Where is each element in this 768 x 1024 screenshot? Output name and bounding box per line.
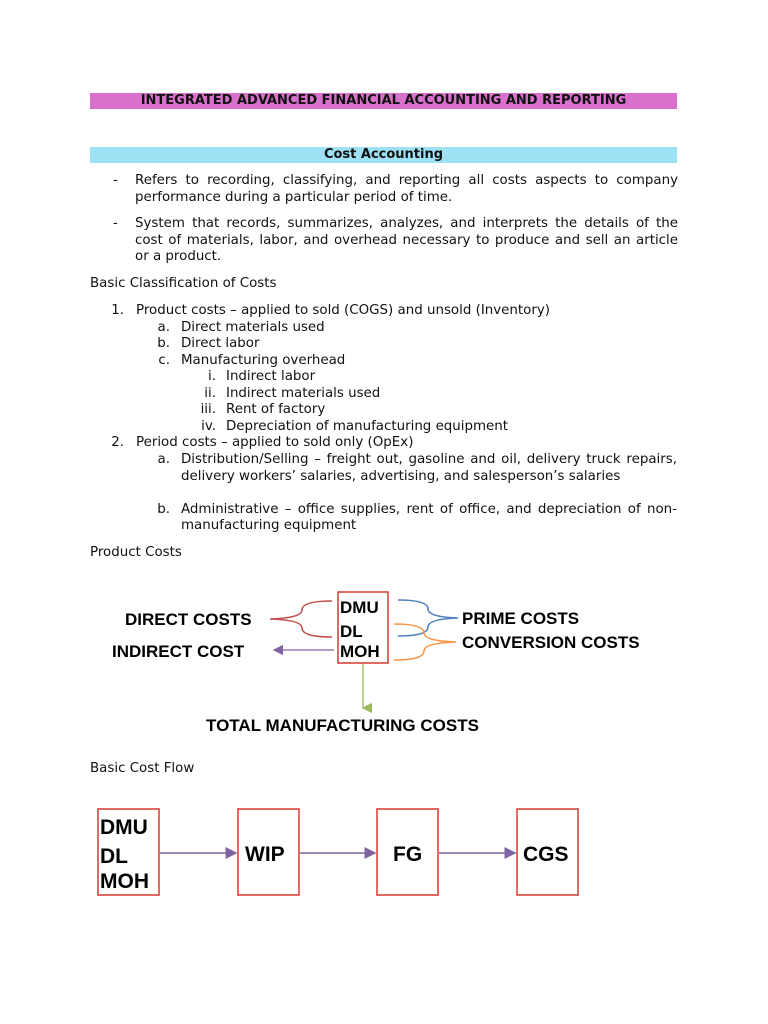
section-heading-cost-accounting: Cost Accounting (90, 147, 677, 163)
prime-costs-label: PRIME COSTS (462, 609, 580, 628)
bullet-system (113, 216, 678, 266)
cost-flow-heading: Basic Cost Flow (90, 761, 195, 776)
conversion-costs-label: CONVERSION COSTS (462, 633, 640, 652)
list-item: Direct materials used (181, 319, 325, 335)
list-item: Direct labor (181, 336, 260, 351)
flow-label-wip: WIP (245, 843, 285, 866)
list-marker: iv. (201, 418, 216, 434)
list-marker: c. (158, 352, 170, 368)
box-label-moh: MOH (340, 642, 380, 661)
flow-label-fg: FG (393, 843, 423, 866)
indirect-cost-label: INDIRECT COST (112, 642, 245, 661)
cost-flow-diagram (0, 800, 768, 905)
list-marker: iii. (200, 402, 216, 417)
document-title: INTEGRATED ADVANCED FINANCIAL ACCOUNTING AND REPORTING (90, 93, 677, 109)
list-item: Depreciation of manufacturing equipment (226, 418, 509, 434)
list-item: Indirect labor (226, 369, 316, 384)
product-costs-diagram (0, 580, 768, 740)
list-marker: i. (208, 369, 216, 384)
bullet-definition (113, 173, 678, 206)
period-costs-item: Period costs – applied to sold only (OpEx) (136, 435, 414, 450)
list-item-distribution: Distribution/Selling – freight out, gasoline and oil, delivery truck repairs, delivery workers’ salaries, advertising, and salesperson’s salaries (181, 452, 677, 484)
list-number: 1. (111, 303, 124, 318)
list-marker: a. (157, 452, 170, 467)
product-costs-heading: Product Costs (90, 545, 182, 560)
box-label-dmu: DMU (340, 598, 379, 617)
bullet-marker: - (113, 173, 118, 188)
conversion-costs-brace (394, 624, 456, 660)
flow-label-cgs: CGS (523, 843, 569, 866)
direct-costs-brace (270, 601, 332, 637)
box-label-dl: DL (340, 622, 363, 641)
list-number: 2. (111, 435, 124, 450)
direct-costs-label: DIRECT COSTS (125, 610, 252, 629)
product-costs-item: Product costs – applied to sold (COGS) and unsold (Inventory) (136, 303, 550, 318)
flow-label-moh: MOH (100, 870, 149, 893)
prime-costs-brace (398, 600, 458, 636)
bullet-marker: - (113, 216, 118, 231)
list-marker: a. (157, 319, 170, 335)
list-item: Manufacturing overhead (181, 352, 346, 368)
bullet-text: Refers to recording, classifying, and reporting all costs aspects to company performance during a particular period of time. (135, 173, 678, 205)
list-item: Rent of factory (226, 402, 326, 417)
list-marker: ii. (204, 385, 216, 401)
list-marker: b. (157, 501, 170, 517)
bullet-text: System that records, summarizes, analyzes, and interprets the details of the cost of materials, labor, and overhead necessary to produce and sell an article or a product. (135, 216, 678, 264)
list-item: Indirect materials used (226, 385, 381, 401)
total-manufacturing-costs-label: TOTAL MANUFACTURING COSTS (206, 716, 479, 735)
flow-label-dl: DL (100, 845, 128, 868)
flow-label-dmu: DMU (100, 816, 148, 839)
classification-heading: Basic Classification of Costs (90, 276, 277, 291)
list-item-administrative: Administrative – office supplies, rent of office, and depreciation of non-manufacturing equipment (181, 501, 677, 533)
list-marker: b. (157, 336, 170, 351)
